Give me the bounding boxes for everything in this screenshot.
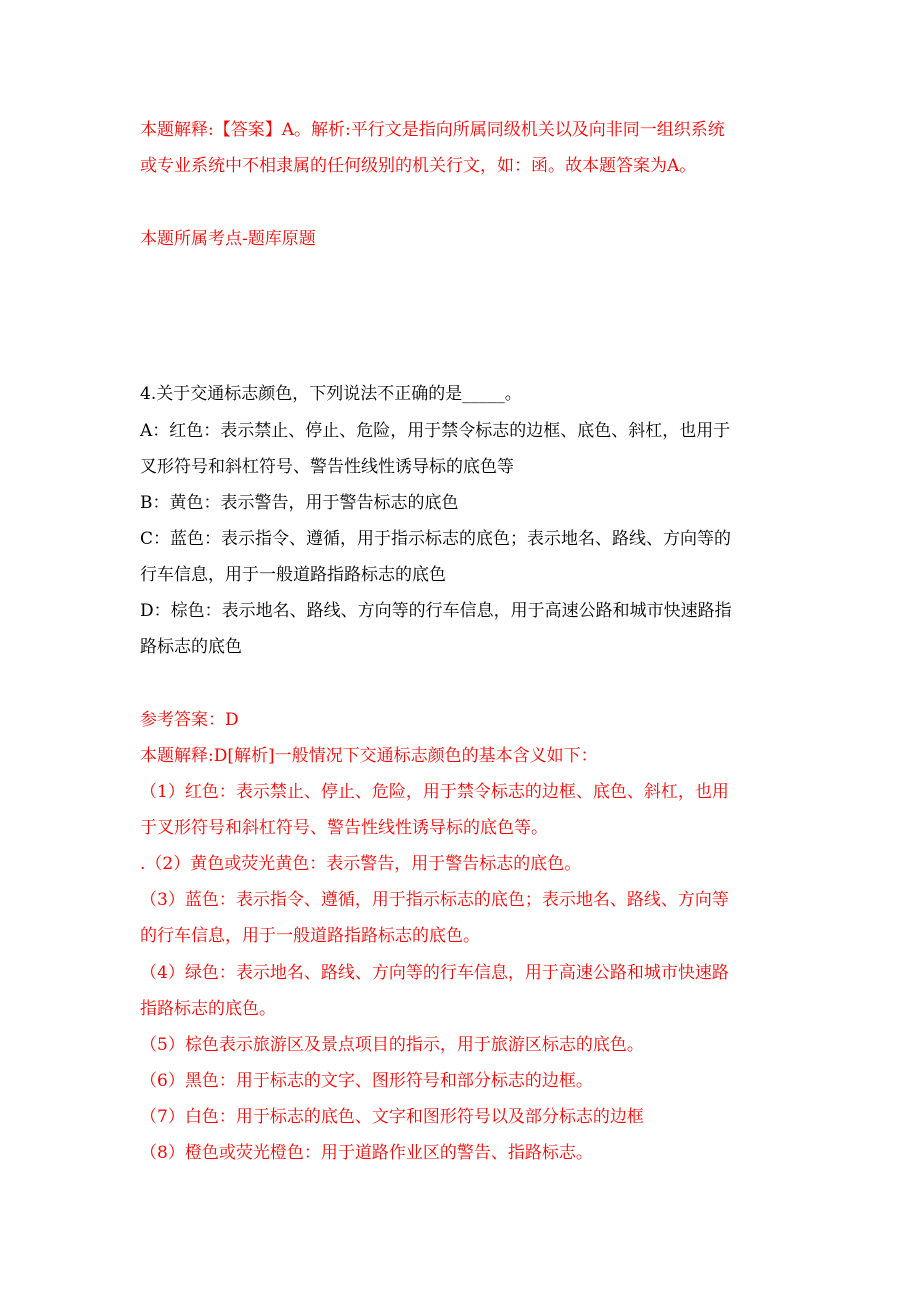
option-a-line-1: A：红色：表示禁止、停止、危险，用于禁令标志的边框、底色、斜杠，也用于 [140,421,731,441]
prev-explanation-line-1: 本题解释:【答案】A。解析:平行文是指向所属同级机关以及向非同一组织系统 [140,120,725,140]
answer-item-5: （5）棕色表示旅游区及景点项目的指示，用于旅游区标志的底色。 [140,1035,644,1055]
answer-item-8: （8）橙色或荧光橙色：用于道路作业区的警告、指路标志。 [140,1143,593,1163]
answer-item-3-line-1: （3）蓝色：表示指令、遵循，用于指示标志的底色；表示地名、路线、方向等 [140,890,729,910]
answer-item-4-line-2: 指路标志的底色。 [140,999,276,1019]
option-d-line-1: D：棕色：表示地名、路线、方向等的行车信息，用于高速公路和城市快速路指 [140,601,732,621]
option-c-line-2: 行车信息，用于一般道路指路标志的底色 [140,565,446,585]
option-a-line-2: 叉形符号和斜杠符号、警告性线性诱导标的底色等 [140,457,514,477]
answer-intro: 本题解释:D[解析]一般情况下交通标志颜色的基本含义如下： [140,746,598,766]
answer-item-3-line-2: 的行车信息，用于一般道路指路标志的底色。 [140,926,480,946]
answer-item-2: .（2）黄色或荧光黄色：表示警告，用于警告标志的底色。 [140,854,582,874]
reference-answer: 参考答案：D [140,710,239,730]
knowledge-point: 本题所属考点-题库原题 [140,229,316,249]
prev-explanation-line-2: 或专业系统中不相隶属的任何级别的机关行文，如：函。故本题答案为A。 [140,156,697,176]
answer-item-4-line-1: （4）绿色：表示地名、路线、方向等的行车信息，用于高速公路和城市快速路 [140,963,729,983]
answer-item-1-line-2: 于叉形符号和斜杠符号、警告性线性诱导标的底色等。 [140,818,548,838]
answer-item-1-line-1: （1）红色：表示禁止、停止、危险，用于禁令标志的边框、底色、斜杠，也用 [140,782,729,802]
question-stem: 4.关于交通标志颜色，下列说法不正确的是_____。 [140,384,522,404]
option-b: B：黄色：表示警告，用于警告标志的底色 [140,493,459,513]
option-c-line-1: C：蓝色：表示指令、遵循，用于指示标志的底色；表示地名、路线、方向等的 [140,529,732,549]
answer-item-7: （7）白色：用于标志的底色、文字和图形符号以及部分标志的边框 [140,1107,644,1127]
answer-item-6: （6）黑色：用于标志的文字、图形符号和部分标志的边框。 [140,1071,593,1091]
option-d-line-2: 路标志的底色 [140,637,242,657]
